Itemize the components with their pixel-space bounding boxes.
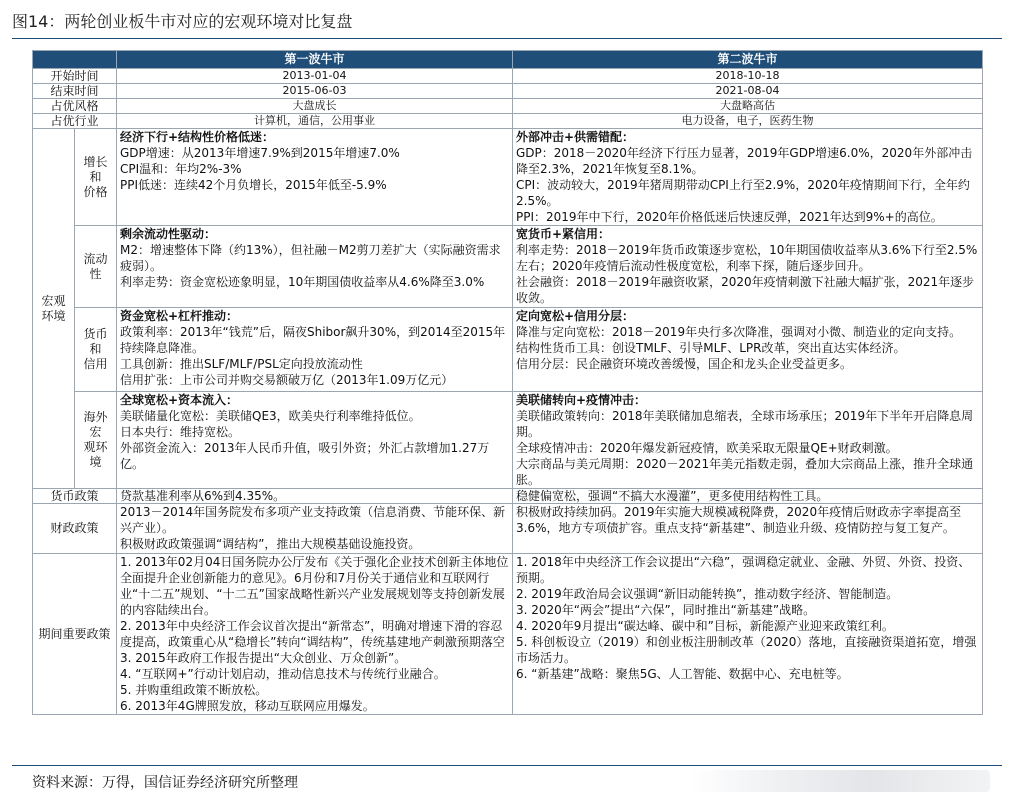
bottom-divider (12, 765, 1002, 766)
second-bull-cell (513, 308, 983, 392)
cell-line: 结构性货币工具：创设TMLF、引导MLF、LPR改革，突出直达实体经济。 (516, 341, 906, 355)
cell-line: 美联储量化宽松：美联储QE3，欧美央行利率维持低位。 (120, 409, 421, 423)
row-label: 开始时间 (33, 69, 117, 84)
second-bull-value: 2018-10-18 (513, 69, 983, 84)
first-bull-value: 贷款基准利率从6%到4.35%。 (117, 489, 513, 504)
cell-line: CPI：波动较大，2019年猪周期带动CPI上行至2.9%，2020年疫情期间下行，全年约2.5%。 (516, 178, 970, 208)
header-corner (33, 51, 117, 69)
cell-line: 外部资金流入：2013年人民币升值，吸引外资；外汇占款增加1.27万亿。 (120, 441, 490, 471)
fiscal-row (33, 504, 983, 554)
cell-line: 日本央行：维持宽松。 (120, 425, 241, 439)
second-bull-value: 电力设备，电子，医药生物 (513, 114, 983, 129)
second-bull-value: 大盘略高估 (513, 99, 983, 114)
first-bull-cell (117, 308, 513, 392)
basic-row (33, 84, 983, 99)
first-bull-value: 2015-06-03 (117, 84, 513, 99)
cell-line: 3. 2020年“两会”提出“六保”，同时推出“新基建”战略。 (516, 603, 816, 617)
second-bull-cell (513, 226, 983, 308)
cell-line: 2013－2014年国务院发布多项产业支持政策（信息消费、节能环保、新兴产业）。 (120, 505, 506, 535)
cell-line: 信用扩张：上市公司并购交易额破万亿（2013年1.09万亿元） (120, 373, 454, 387)
basic-row (33, 69, 983, 84)
basic-row (33, 114, 983, 129)
macro-rows (33, 129, 983, 489)
cell-line: 降准与定向宽松：2018－2019年央行多次降准，强调对小微、制造业的定向支持。 (516, 325, 962, 339)
row-label: 占优行业 (33, 114, 117, 129)
cell-line: 积极财政持续加码。2019年实施大规模减税降费，2020年疫情后财政赤字率提高至3.6%，地方专项债扩容。重点支持“新基建”、制造业升级、疫情防控与复工复产。 (516, 505, 962, 535)
cell-line: 6. 2013年4G牌照发放，移动互联网应用爆发。 (120, 699, 375, 713)
row-label: 结束时间 (33, 84, 117, 99)
second-bull-cell (513, 504, 983, 554)
cell-line: 政策利率：2013年“钱荒”后，隔夜Shibor飙升30%，到2014至2015年持续降息降准。 (120, 325, 506, 355)
cell-heading: 剩余流动性驱动： (120, 227, 217, 241)
cell-line: 2. 2013年中央经济工作会议首次提出“新常态”，明确对增速下滑的容忍度提高，政策重心从“稳增长”转向“调结构”，传统基建地产刺激预期落空 (120, 619, 505, 649)
cell-line: 3. 2015年政府工作报告提出“大众创业、万众创新”。 (120, 651, 407, 665)
second-bull-value: 稳健偏宽松，强调“不搞大水漫灌”，更多使用结构性工具。 (513, 489, 983, 504)
cell-line: 5. 并购重组政策不断放松。 (120, 683, 268, 697)
macro-row (33, 392, 983, 489)
first-bull-cell (117, 392, 513, 489)
first-bull-value: 2013-01-04 (117, 69, 513, 84)
cell-line: 信用分层：民企融资环境改善缓慢，国企和龙头企业受益更多。 (516, 357, 853, 371)
second-bull-cell (513, 554, 983, 715)
comparison-table (32, 50, 983, 715)
cell-line: PPI：2019年中下行，2020年价格低迷后快速反弹，2021年达到9%+的高位。 (516, 210, 943, 224)
source-note: 资料来源：万得，国信证券经济研究所整理 (32, 775, 298, 791)
cell-line: PPI低迷：连续42个月负增长，2015年低至-5.9% (120, 178, 387, 192)
header-second-bull: 第二波牛市 (513, 51, 983, 69)
cell-line: 美联储政策转向：2018年美联储加息缩表，全球市场承压；2019年下半年开启降息周期。 (516, 409, 974, 439)
policy-label: 期间重要政策 (33, 554, 117, 715)
macro-sub-label: 增长和 价格 (75, 129, 117, 226)
cell-heading: 资金宽松+杠杆推动： (120, 309, 239, 323)
cell-heading: 全球宽松+资本流入： (120, 393, 239, 407)
cell-heading: 定向宽松+信用分层： (516, 309, 635, 323)
header-first-bull: 第一波牛市 (117, 51, 513, 69)
cell-line: 4. “互联网+”行动计划启动，推动信息技术与传统行业融合。 (120, 667, 446, 681)
cell-heading: 宽货币+紧信用： (516, 227, 611, 241)
table-header-row (33, 51, 983, 69)
cell-line: 积极财政政策强调“调结构”，推出大规模基础设施投资。 (120, 537, 421, 551)
cell-heading: 经济下行+结构性价格低迷： (120, 130, 275, 144)
macro-environment-label: 宏观 环境 (33, 129, 75, 489)
first-bull-value: 计算机，通信，公用事业 (117, 114, 513, 129)
cell-line: 1. 2018年中央经济工作会议提出“六稳”，强调稳定就业、金融、外贸、外资、投资、预期。 (516, 555, 971, 585)
first-bull-value: 大盘成长 (117, 99, 513, 114)
basic-row (33, 99, 983, 114)
cell-line: 6. “新基建”战略：聚焦5G、人工智能、数据中心、充电桩等。 (516, 667, 849, 681)
first-bull-cell (117, 554, 513, 715)
monetary-row (33, 489, 983, 504)
second-bull-cell (513, 129, 983, 226)
basic-rows (33, 69, 983, 129)
cell-line: 5. 科创板设立（2019）和创业板注册制改革（2020）落地，直接融资渠道拓宽，增强市场活力。 (516, 635, 977, 665)
macro-row (33, 129, 983, 226)
macro-row (33, 308, 983, 392)
cell-line: M2：增速整体下降（约13%），但社融－M2剪刀差扩大（实际融资需求疲弱）。 (120, 243, 501, 273)
cell-heading: 外部冲击+供需错配： (516, 130, 635, 144)
row-label: 占优风格 (33, 99, 117, 114)
cell-line: 社会融资：2018－2019年融资收紧，2020年疫情刺激下社融大幅扩张，2021年逐步收敛。 (516, 275, 975, 305)
cell-line: GDP增速：从2013年增速7.9%到2015年增速7.0% (120, 146, 400, 160)
cell-line: GDP：2018－2020年经济下行压力显著，2019年GDP增速6.0%，2020年外部冲击降至2.3%，2021年恢复至8.1%。 (516, 146, 973, 176)
cell-line: 全球疫情冲击：2020年爆发新冠疫情，欧美采取无限量QE+财政刺激。 (516, 441, 898, 455)
policy-row (33, 554, 983, 715)
fiscal-label: 财政政策 (33, 504, 117, 554)
monetary-label: 货币政策 (33, 489, 117, 504)
cell-line: 利率走势：资金宽松迹象明显，10年期国债收益率从4.6%降至3.0% (120, 275, 485, 289)
first-bull-cell (117, 129, 513, 226)
tail-rows (33, 489, 983, 715)
cell-line: 利率走势：2018－2019年货币政策逐步宽松，10年期国债收益率从3.6%下行至2.5%左右；2020年疫情后流动性极度宽松，利率下探，随后逐步回升。 (516, 243, 978, 273)
watermark-blur (690, 770, 990, 792)
cell-line: 2. 2019年政治局会议强调“新旧动能转换”，推动数字经济、智能制造。 (516, 587, 899, 601)
macro-sub-label: 海外宏 观环境 (75, 392, 117, 489)
cell-line: 大宗商品与美元周期：2020－2021年美元指数走弱，叠加大宗商品上涨，推升全球通胀。 (516, 457, 974, 487)
cell-line: 4. 2020年9月提出“碳达峰、碳中和”目标，新能源产业迎来政策红利。 (516, 619, 894, 633)
first-bull-cell (117, 226, 513, 308)
title-divider (12, 38, 1002, 39)
cell-heading: 美联储转向+疫情冲击： (516, 393, 647, 407)
cell-line: 工具创新：推出SLF/MLF/PSL定向投放流动性 (120, 357, 363, 371)
macro-sub-label: 流动性 (75, 226, 117, 308)
macro-sub-label: 货币和 信用 (75, 308, 117, 392)
first-bull-cell (117, 504, 513, 554)
cell-line: CPI温和：年均2%-3% (120, 162, 242, 176)
second-bull-value: 2021-08-04 (513, 84, 983, 99)
cell-line: 1. 2013年02月04日国务院办公厅发布《关于强化企业技术创新主体地位 全面提升企业创新能力的意见》。6月份和7月份关于通信业和互联网行业“十二五”规划、“十二五”国家战略性新兴产业发展规划等支持创新发展的内容陆续出台。 (120, 555, 509, 617)
macro-row (33, 226, 983, 308)
figure-title: 图14：两轮创业板牛市对应的宏观环境对比复盘 (12, 12, 353, 31)
second-bull-cell (513, 392, 983, 489)
